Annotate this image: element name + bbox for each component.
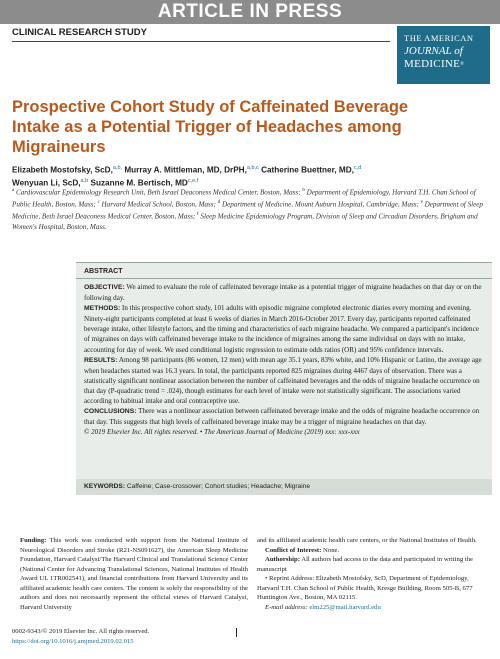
abstract-copyright-text: © 2019 Elsevier Inc. All rights reserved. • The American Journal of Medicine (2019) xxx: xxx-xxx <box>84 428 360 437</box>
article-in-press-banner: ARTICLE IN PRESS <box>0 0 500 24</box>
author-name: Elizabeth Mostofsky, ScD, <box>12 165 113 175</box>
abstract-copyright <box>84 427 486 437</box>
abstract-objective <box>84 282 486 303</box>
author-name: Catherine Buettner, MD, <box>258 165 354 175</box>
affiliation: Cardiovascular Epidemiology Research Unit, Beth Israel Deaconess Medical Center, Boston, Mass; <box>14 188 303 197</box>
abstract-methods <box>84 303 486 354</box>
doi-link[interactable]: https://doi.org/10.1016/j.amjmed.2019.02.015 <box>12 637 134 645</box>
issn-line: 0002-9343/© 2019 Elsevier Inc. All rights reserved. <box>12 628 150 635</box>
authorship-label: Authorship: <box>265 556 300 563</box>
abstract-conclusions <box>84 406 486 427</box>
email-line <box>257 603 489 613</box>
article-category: CLINICAL RESEARCH STUDY <box>12 27 147 38</box>
keywords-box <box>76 479 492 495</box>
footnote-right-column <box>257 536 489 612</box>
abstract-methods-text: In this prospective cohort study, 101 adults with episodic migraine completed electronic diaries every morning and evening. Ninety-eight participants completed at least 6 weeks of diaries in March 2016-October 2017. Every day, participants reported caffeinated beverage intake, other lifestyle factors, and the timing and characteristics of each migraine headache. We compared a participant's incidence of migraines on days with caffeinated beverage intake to the incidence of migraines among the same individual on days with no intake, accounting for day of week. We used conditional logistic regression to estimate odds ratios (OR) and 95% confidence intervals. <box>84 304 479 354</box>
authorship-text: All authors had access to the data and participated in writing the manuscript <box>257 556 474 573</box>
affil-marker: e <box>420 199 423 205</box>
journal-logo-line1: THE AMERICAN <box>404 33 474 43</box>
author-list <box>12 163 488 188</box>
abstract-results <box>84 355 486 406</box>
abstract-box <box>76 262 492 495</box>
journal-logo-line3-text: MEDICINE <box>404 58 461 70</box>
journal-logo-line3 <box>404 58 490 71</box>
affiliation: Department of Epidemiology, Harvard T.H. Chan School of Public Health, Boston, Mass; <box>12 188 476 209</box>
registered-mark: ® <box>460 62 465 67</box>
coi-text: None. <box>321 546 340 554</box>
affiliation: Harvard Medical School, Boston, Mass; <box>99 200 218 209</box>
abstract-objective-text: We aimed to evaluate the role of caffeinated beverage intake as a potential trigger of migraine headaches on that day or on the following day. <box>84 283 482 303</box>
abstract-top-rule <box>76 262 492 263</box>
author-affil-marker[interactable]: a,b, <box>112 165 123 171</box>
abstract-heading-rule <box>76 278 492 279</box>
reprint-text: Reprint Address: Elizabeth Mostofsky, ScD, Department of Epidemiology, Harvard T.H. Chan School of Public Health, Kresge Building, Room 505-B, 677 Huntington Ave., Boston, MA 02115. <box>257 575 473 601</box>
funding-continued: and its affiliated academic health care centers, or the National Institutes of Health. <box>257 537 477 544</box>
header-rule <box>12 41 390 42</box>
journal-logo <box>397 26 490 84</box>
affil-marker: c <box>97 199 100 205</box>
affil-marker: a <box>12 188 15 193</box>
author-name: Suzanne M. Bertisch, MD <box>88 178 188 188</box>
reprint-address <box>257 574 489 603</box>
authorship-note <box>257 555 489 574</box>
author-name: Wenyuan Li, ScD, <box>12 178 81 188</box>
funding-label: Funding: <box>20 537 47 544</box>
author-name: Murray A. Mittleman, MD, DrPH, <box>122 165 247 175</box>
affiliation: Department of Sleep Medicine, Beth Israel Deaconess Medical Center, Boston, Mass; <box>12 200 483 221</box>
journal-logo-line2: JOURNAL of <box>404 45 463 57</box>
affil-marker: f <box>196 211 199 217</box>
conflict-of-interest <box>257 546 489 556</box>
keywords <box>84 483 310 490</box>
reprint-icon: • <box>265 575 270 582</box>
affiliation: Department of Medicine, Mount Auburn Hospital, Cambridge, Mass; <box>220 200 421 209</box>
abstract-heading: ABSTRACT <box>84 268 123 275</box>
funding-text: This work was conducted with support from the National Institute of Neurological Disorders and Stroke (R21-NS091627), the American Sleep Medicine Foundation, Harvard Catalyst/The Harvard Clinical and Translational Science Center (National Center for Advancing Translational Sciences, National Institutes of Health Award UL 1TR002541), and financial contributions from Harvard University and its affiliated academic health care centers. The content is solely the responsibility of the authors and does not necessarily represent the official views of Harvard Catalyst, Harvard University <box>20 537 248 611</box>
email-link[interactable]: elm225@mail.harvard.edu <box>309 603 381 611</box>
footer-divider <box>236 628 237 637</box>
abstract-methods-label: METHODS: <box>84 305 121 313</box>
footnote-left-column <box>20 536 248 612</box>
keywords-label: KEYWORDS: <box>84 483 126 490</box>
keywords-text: Caffeine; Case-crossover; Cohort studies; Headache; Migraine <box>125 483 310 490</box>
email-label: E-mail address: <box>265 603 308 611</box>
abstract-body <box>84 282 486 437</box>
author-affil-marker[interactable]: a,b <box>80 177 89 184</box>
author-affil-marker[interactable]: c,e,f <box>187 177 199 184</box>
page-footer <box>12 627 149 646</box>
funding-note <box>20 536 248 612</box>
coi-label: Conflict of Interest: <box>265 546 322 554</box>
affiliations <box>12 186 490 232</box>
abstract-objective-label: OBJECTIVE: <box>84 284 125 291</box>
article-title: Prospective Cohort Study of Caffeinated Beverage Intake as a Potential Trigger of Headaches among Migraineurs <box>12 98 409 156</box>
affiliation: Sleep Medicine Epidemiology Program, Division of Sleep and Circadian Disorders, Brigham and Women's Hospital, Boston, Mass. <box>12 212 478 231</box>
author-affil-marker[interactable]: c,d <box>353 165 362 171</box>
abstract-conclusions-label: CONCLUSIONS: <box>84 408 137 416</box>
author-affil-marker[interactable]: a,b,c <box>246 165 259 171</box>
abstract-results-label: RESULTS: <box>84 356 118 364</box>
abstract-results-text: Among 98 participants (86 women, 12 men) with mean age 35.1 years, 83% white, and 10% Hispanic or Latino, the average age when headaches started was 16.3 years. In total, the participants reported 825 migraines during 4467 days of observation. There was a statistically significant nonlinear association between the number of caffeinated beverages and the odds of migraine headache occurrence on that day (P-quadratic trend = .024), though estimates for each level of intake were not statistically significant. The associations varied according to habitual intake and oral contraceptive use. <box>84 355 482 406</box>
affil-marker: d <box>217 199 221 205</box>
affil-marker: b <box>302 188 305 193</box>
abstract-conclusions-text: There was a nonlinear association between caffeinated beverage intake and the odds of migraine headache occurrence on that day. This suggests that high levels of caffeinated beverage intake may be a trigger of migraine headaches on that day. <box>84 407 480 427</box>
